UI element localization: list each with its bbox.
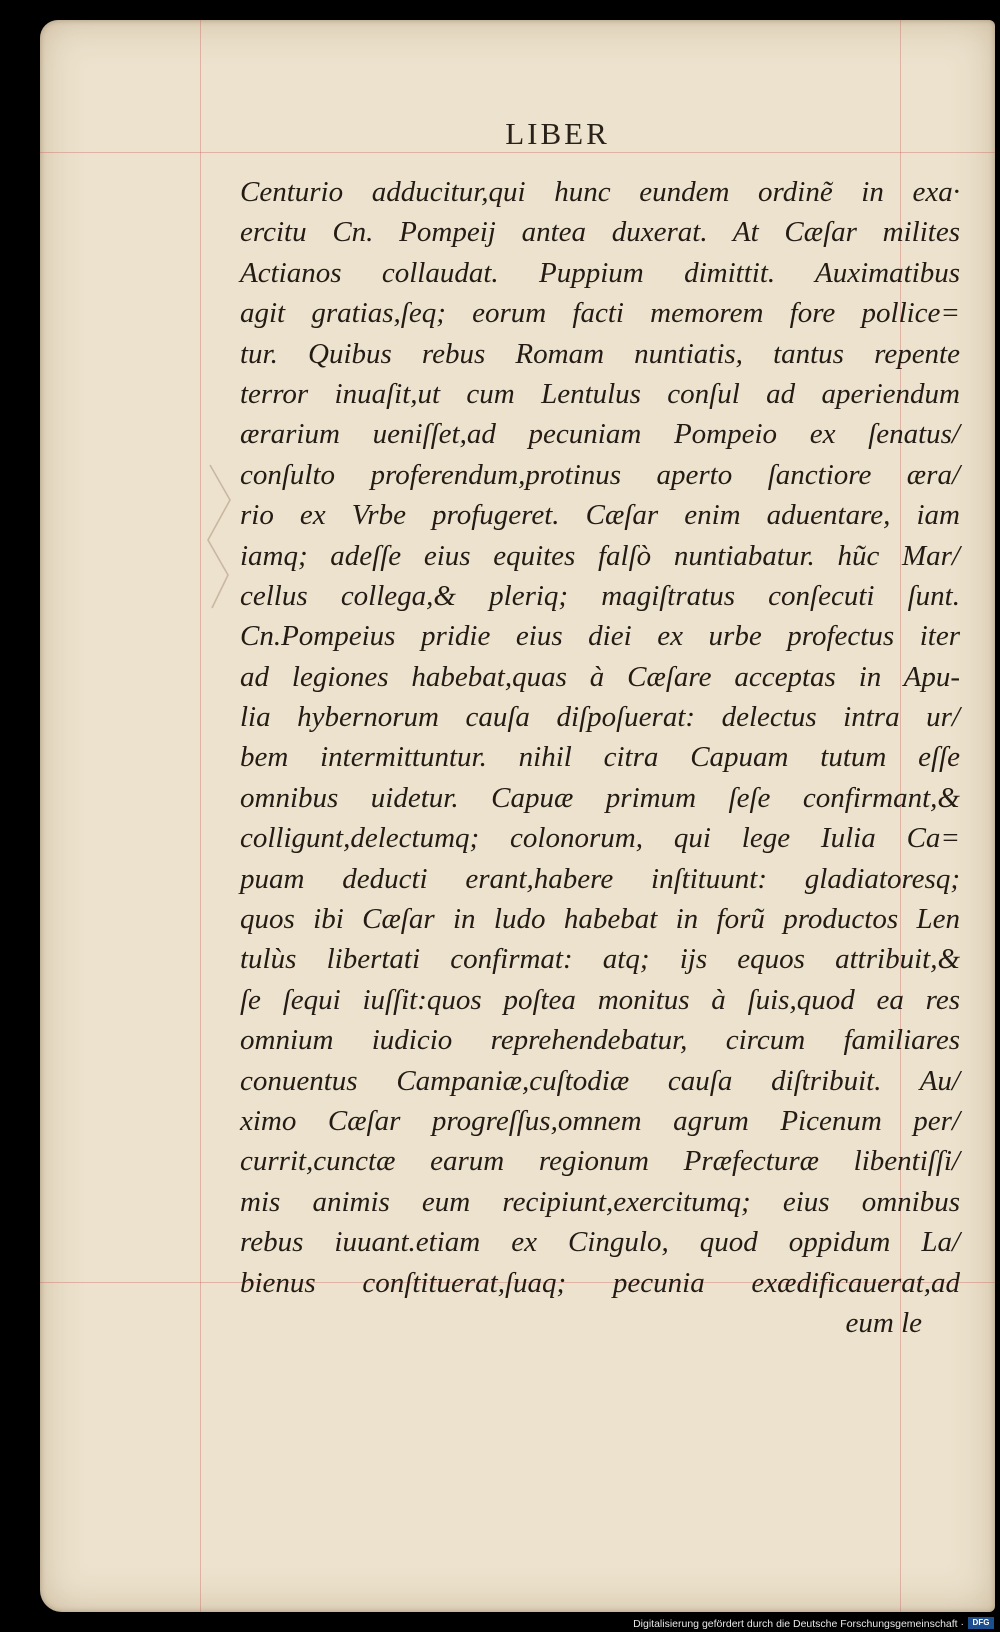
text-line: quos ibi Cæſar in ludo habebat in forũ productos Len	[240, 903, 960, 936]
text-line: rebus iuuant.etiam ex Cingulo, quod oppidum La/	[240, 1226, 960, 1259]
text-line: currit,cunctæ earum regionum Præfecturæ libentiſſi/	[240, 1145, 960, 1178]
book-page	[40, 20, 995, 1612]
footer-bar	[0, 1614, 1000, 1632]
text-line: terror inuaſit,ut cum Lentulus conſul ad aperiendum	[240, 377, 960, 410]
text-line: Centurio adducitur,qui hunc eundem ordinẽ in exa·	[240, 176, 960, 208]
text-line: ærarium ueniſſet,ad pecuniam Pompeio ex ſenatus/	[240, 418, 960, 451]
running-head: LIBER	[505, 116, 610, 151]
text-line: Actianos collaudat. Puppium dimittit. Auximatibus	[240, 256, 960, 289]
text-line: bienus conſtituerat,ſuaq; pecunia exædificauerat,ad	[240, 1266, 960, 1299]
text-block	[240, 172, 960, 1343]
text-line: bem intermittuntur. nihil citra Capuam tutum eſſe	[240, 741, 960, 774]
margin-rule-left	[200, 20, 201, 1612]
text-line: tulùs libertati confirmat: atq; ijs equos attribuit,&	[240, 943, 960, 976]
footer-credit: Digitalisierung gefördert durch die Deutsche Forschungsgemeinschaft ·	[633, 1618, 964, 1630]
text-line: iamq; adeſſe eius equites falſò nuntiabatur. hũc Mar/	[240, 539, 960, 572]
text-line: colligunt,delectumq; colonorum, qui lege Iulia Ca=	[240, 822, 960, 855]
text-line: ad legiones habebat,quas à Cæſare acceptas in Apu-	[240, 660, 960, 693]
text-line: agit gratias,ſeq; eorum facti memorem fore pollice=	[240, 297, 960, 330]
pencil-mark	[200, 460, 240, 610]
text-line: eum le	[845, 1306, 922, 1339]
text-line: conſulto proferendum,protinus aperto ſanctiore æra/	[240, 458, 960, 491]
text-line: lia hybernorum cauſa diſpoſuerat: delectus intra ur/	[240, 701, 960, 734]
text-line: puam deducti erant,habere inſtituunt: gladiatoresq;	[240, 862, 960, 895]
text-line: omnium iudicio reprehendebatur, circum familiares	[240, 1024, 960, 1057]
margin-rule-top	[40, 152, 995, 153]
text-line: rio ex Vrbe profugeret. Cæſar enim aduentare, iam	[240, 499, 960, 532]
text-line: mis animis eum recipiunt,exercitumq; eius omnibus	[240, 1185, 960, 1218]
text-line: ercitu Cn. Pompeij antea duxerat. At Cæſar milites	[240, 216, 960, 249]
text-line: tur. Quibus rebus Romam nuntiatis, tantus repente	[240, 337, 960, 370]
text-line: conuentus Campaniæ,cuſtodiæ cauſa diſtribuit. Au/	[240, 1064, 960, 1097]
text-line: ximo Cæſar progreſſus,omnem agrum Picenum per/	[240, 1104, 960, 1137]
text-line: ſe ſequi iuſſit:quos poſtea monitus à ſuis,quod ea res	[240, 983, 960, 1016]
text-line: cellus collega,& pleriq; magiſtratus conſecuti ſunt.	[240, 579, 960, 612]
text-line: omnibus uidetur. Capuæ primum ſeſe confirmant,&	[240, 781, 960, 814]
dfg-logo-icon: DFG	[968, 1617, 994, 1629]
text-line: Cn.Pompeius pridie eius diei ex urbe profectus iter	[240, 620, 960, 653]
